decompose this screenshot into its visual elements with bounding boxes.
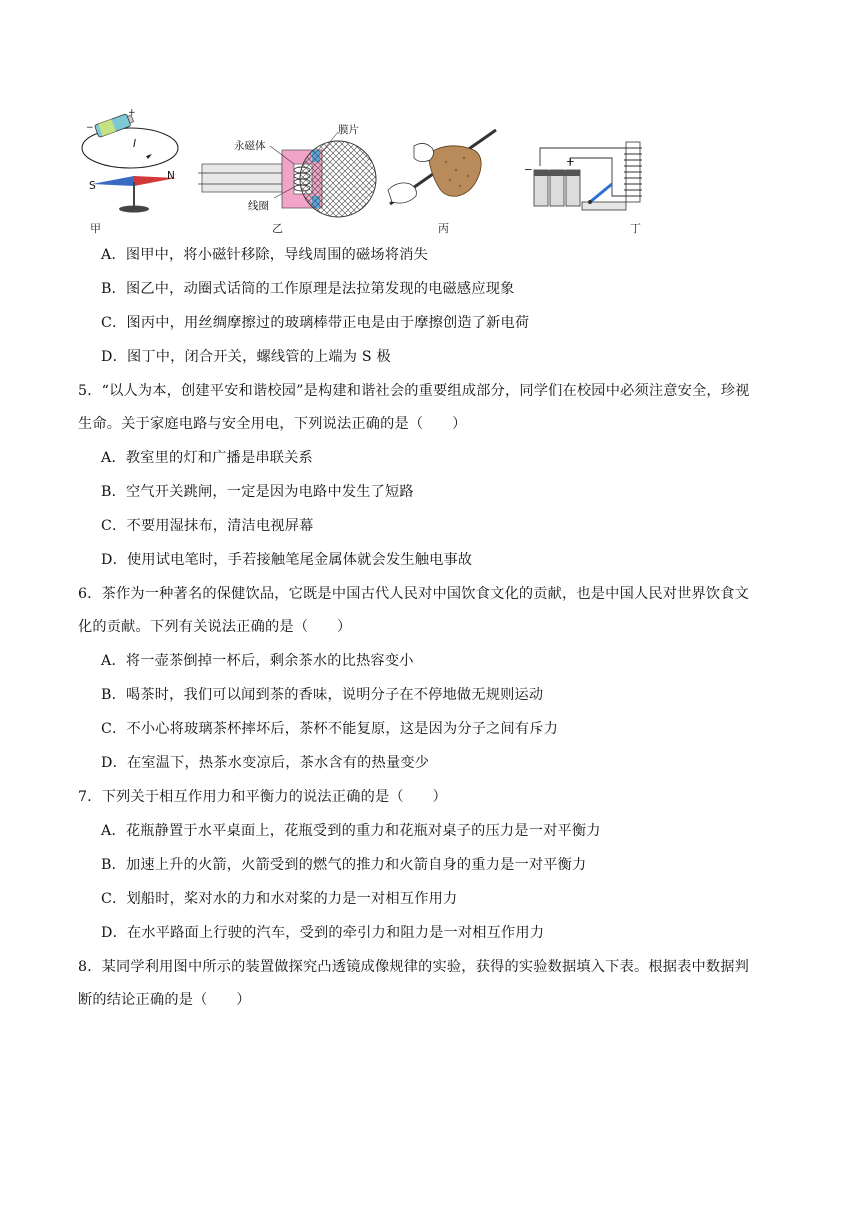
option-letter: D． [101,552,127,568]
option-text: 教室里的灯和广播是串联关系 [125,450,313,466]
option-text: 空气开关跳闸，一定是因为电路中发生了短路 [126,484,414,500]
svg-text:+: + [128,108,136,118]
option-text: 将一壶茶倒掉一杯后，剩余茶水的比热容变小 [125,653,414,669]
option-letter: B． [101,857,127,873]
label-battery-minus: − [524,164,533,176]
figure-yi [198,120,380,235]
q5-stem-line1: 5．“以人为本，创建平安和谐校园”是构建和谐社会的重要组成部分，同学们在校园中必须注意安全，珍视 [78,383,750,399]
option-letter: B． [101,281,127,297]
rubbing-rod-illustration [384,124,502,224]
q7-stem: 7．下列关于相互作用力和平衡力的说法正确的是（ ） [78,789,447,805]
q8-stem-line2: 断的结论正确的是（ ） [78,992,251,1008]
q6-stem-line2: 化的贡献。下列有关说法正确的是（ ） [78,619,352,635]
q5-option-c [101,516,314,536]
q4-option-b [101,279,514,299]
option-text: 喝茶时，我们可以闻到茶的香味，说明分子在不停地做无规则运动 [126,687,544,703]
option-letter: A． [101,653,126,669]
figure-ding [520,140,660,235]
option-letter: C． [101,518,127,534]
q7-option-d [101,923,544,943]
option-text: 划船时，桨对水的力和水对桨的力是一对相互作用力 [126,891,458,907]
option-text: 花瓶静置于水平桌面上，花瓶受到的重力和花瓶对桌子的压力是一对平衡力 [125,823,601,839]
label-battery-plus: + [566,156,575,168]
option-text: 使用试电笔时，手若接触笔尾金属体就会发生触电事故 [126,552,473,568]
q6-option-a [101,651,414,671]
option-letter: D． [101,925,127,941]
option-text: 不小心将玻璃茶杯摔坏后，茶杯不能复原，这是因为分子之间有斥力 [126,721,559,737]
option-letter: C． [101,891,127,907]
q8-stem-line1: 8．某同学利用图中所示的装置做探究凸透镜成像规律的实验，获得的实验数据填入下表。根据表中数据判 [78,959,750,975]
q6-stem-line1: 6．茶作为一种著名的保健饮品，它既是中国古代人民对中国饮食文化的贡献，也是中国人民对世界饮食文 [78,586,750,602]
solenoid-circuit-illustration [520,140,660,220]
option-text: 在水平路面上行驶的汽车，受到的牵引力和阻力是一对相互作用力 [126,925,545,941]
option-letter: A． [101,823,126,839]
label-diaphragm: 膜片 [338,124,359,136]
option-letter: A． [101,247,126,263]
label-permanent-magnet: 永磁体 [234,140,266,152]
option-text: 图丙中，用丝绸摩擦过的玻璃棒带正电是由于摩擦创造了新电荷 [126,315,530,331]
option-text: 不要用湿抹布，清洁电视屏幕 [126,518,314,534]
q6-option-c [101,719,558,739]
option-letter: D． [101,349,127,365]
figure-bing [384,124,502,235]
option-text: 图乙中，动圈式话筒的工作原理是法拉第发现的电磁感应现象 [126,281,515,297]
q7-option-c [101,889,457,909]
option-text: 在室温下，热茶水变凉后，茶水含有的热量变少 [126,755,430,771]
option-letter: C． [101,721,127,737]
q7-option-b [101,855,586,875]
caption-bing: 丙 [438,222,449,235]
q5-option-a [101,448,313,468]
label-current-i: I [133,138,137,150]
option-text: 加速上升的火箭，火箭受到的燃气的推力和火箭自身的重力是一对平衡力 [126,857,587,873]
option-letter: B． [101,484,127,500]
q6-option-d [101,753,429,773]
option-letter: B． [101,687,127,703]
label-coil: 线圈 [248,200,269,212]
q4-option-c [101,313,529,333]
label-s-pole: S [89,180,96,192]
q4-option-d [101,347,391,367]
q5-stem-line2: 生命。关于家庭电路与安全用电，下列说法正确的是（ ） [78,416,467,432]
caption-jia: 甲 [90,222,101,235]
option-text: 图甲中，将小磁针移除，导线周围的磁场将消失 [125,247,428,263]
q6-option-b [101,685,543,705]
q4-option-a [101,245,428,265]
option-letter: A． [101,450,126,466]
svg-text:−: − [86,123,94,133]
caption-yi: 乙 [272,222,283,235]
option-letter: C． [101,315,127,331]
q7-option-a [101,821,601,841]
compass-wire-illustration [78,104,190,224]
option-text: 图丁中，闭合开关，螺线管的上端为 S 极 [126,349,391,365]
option-letter: D． [101,755,127,771]
q5-option-d [101,550,472,570]
q5-option-b [101,482,414,502]
figure-jia [78,104,190,235]
label-n-pole: N [167,170,175,182]
caption-ding: 丁 [630,222,641,235]
